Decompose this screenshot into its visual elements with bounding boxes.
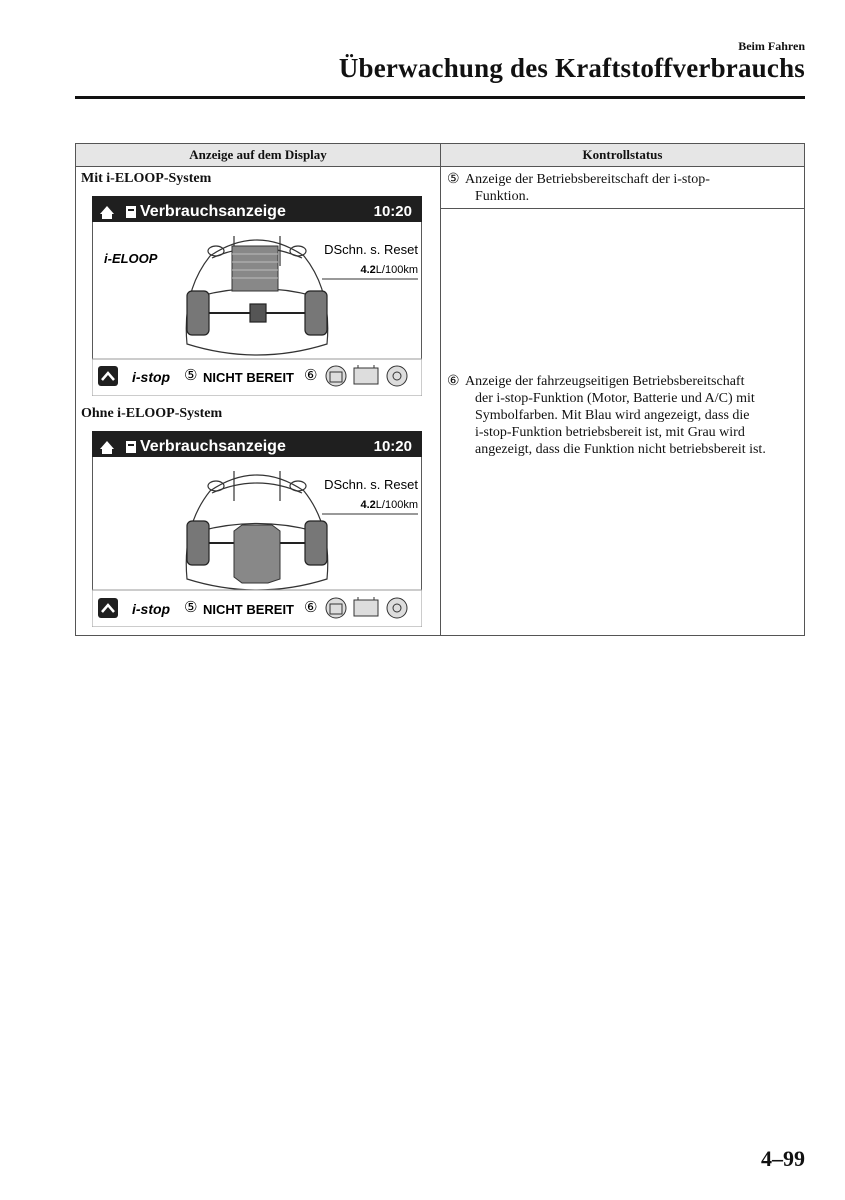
istop-logo: i-stop	[132, 601, 171, 617]
note-6-line1: Anzeige der fahrzeugseitigen Betriebsbereitschaft	[465, 374, 745, 389]
section-header: Beim Fahren	[738, 39, 805, 53]
screen-without-eloop	[92, 431, 422, 627]
status-cell-6	[441, 209, 805, 636]
note-6-line2: der i-stop-Funktion (Motor, Batterie und A/C) mit	[475, 391, 755, 406]
clock: 10:20	[373, 438, 412, 455]
note-5-line2: Funktion.	[475, 189, 530, 204]
screen-title: Verbrauchsanzeige	[140, 438, 286, 455]
marker-5: ⑤	[184, 599, 198, 616]
note-6-line4: i-stop-Funktion betriebsbereit ist, mit Grau wird	[475, 425, 745, 440]
svg-text:4.2L/100km	[361, 264, 419, 276]
document-icon	[126, 441, 136, 453]
battery-icon	[354, 597, 378, 616]
document-icon	[126, 206, 136, 218]
display-cell	[76, 167, 441, 636]
consumption-value: 4.2	[360, 499, 376, 511]
column-header-display: Anzeige auf dem Display	[76, 144, 441, 167]
engine-graphic	[234, 525, 280, 583]
clock: 10:20	[373, 203, 412, 220]
engine-icon	[326, 366, 346, 386]
marker-6: ⑥	[304, 599, 318, 616]
consumption-value: 4.2	[360, 264, 376, 276]
column-header-status: Kontrollstatus	[441, 144, 805, 167]
info-table	[75, 143, 805, 636]
status-text: NICHT BEREIT	[203, 370, 294, 385]
battery-icon	[354, 365, 378, 384]
svg-text:4.2L/100km	[361, 499, 419, 511]
without-eloop-label: Ohne i-ELOOP-System	[81, 406, 223, 421]
title-rule	[75, 96, 805, 99]
page-number: 4–99	[761, 1146, 805, 1171]
screen-with-eloop	[92, 196, 422, 396]
page-title: Überwachung des Kraftstoffverbrauchs	[338, 53, 805, 83]
collapse-button[interactable]	[98, 366, 118, 386]
note-6-line3: Symbolfarben. Mit Blau wird angezeigt, dass die	[475, 408, 750, 423]
note-5-line1: Anzeige der Betriebsbereitschaft der i-stop-	[465, 172, 710, 187]
ac-icon	[387, 598, 407, 618]
note-5-marker: ⑤	[447, 172, 460, 187]
consumption-unit: L/100km	[375, 264, 418, 276]
eloop-capacitor-graphic	[232, 246, 278, 291]
marker-5: ⑤	[184, 367, 198, 384]
note-6-line5: angezeigt, dass die Funktion nicht betriebsbereit ist.	[475, 442, 766, 457]
with-eloop-label: Mit i-ELOOP-System	[81, 171, 212, 186]
consumption-unit: L/100km	[375, 499, 418, 511]
reset-label: DSchn. s. Reset	[324, 477, 418, 492]
status-cell-5	[441, 167, 805, 209]
reset-label: DSchn. s. Reset	[324, 242, 418, 257]
screen-title: Verbrauchsanzeige	[140, 203, 286, 220]
note-6-marker: ⑥	[447, 374, 460, 389]
engine-icon	[326, 598, 346, 618]
status-text: NICHT BEREIT	[203, 602, 294, 617]
eloop-label: i-ELOOP	[104, 251, 158, 266]
istop-logo: i-stop	[132, 369, 171, 385]
collapse-button[interactable]	[98, 598, 118, 618]
marker-6: ⑥	[304, 367, 318, 384]
ac-icon	[387, 366, 407, 386]
